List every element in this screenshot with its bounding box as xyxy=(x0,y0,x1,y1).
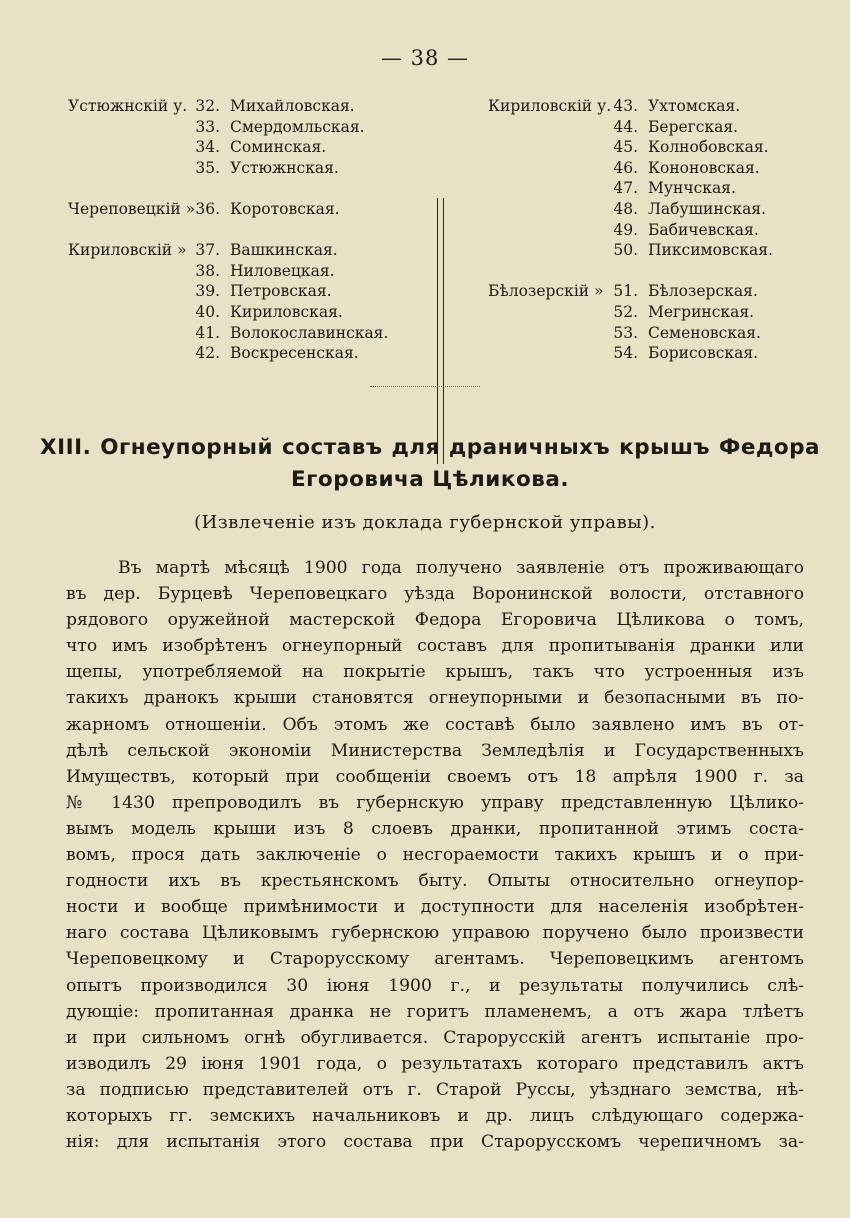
volost-number: 37. xyxy=(195,241,220,260)
volost-name: Михайловская. xyxy=(230,97,355,115)
volost-row xyxy=(0,158,850,179)
volost-number: 41. xyxy=(195,323,220,342)
volost-name: Колнобовская. xyxy=(648,138,769,157)
volost-table xyxy=(0,96,850,376)
volost-name: Коротовская. xyxy=(230,200,340,218)
body-line: годности ихъ въ крестьянскомъ быту. Опыты относительно огнеупор- xyxy=(66,871,804,892)
volost-row xyxy=(0,261,850,282)
body-line: въ дер. Бурцевѣ Череповецкаго уѣзда Воронинской волости, отставного xyxy=(66,584,804,605)
volost-row xyxy=(0,220,850,241)
body-line: жарномъ отношеніи. Объ этомъ же составѣ было заявлено имъ въ от- xyxy=(66,714,804,735)
district-name: Устюжнскій у. xyxy=(68,97,188,115)
body-line: такихъ дранокъ крыши становятся огнеупорными и безопасными въ по- xyxy=(66,688,804,709)
volost-row xyxy=(0,240,850,261)
heading-line-2: Егоровича Цѣликова. xyxy=(291,467,569,492)
volost-row xyxy=(0,323,850,344)
volost-name: Пиксимовская. xyxy=(648,241,773,260)
district-name: Кириловскій » xyxy=(68,241,187,260)
volost-number: 39. xyxy=(195,282,220,301)
volost-name: Соминская. xyxy=(230,138,327,157)
volost-number: 45. xyxy=(613,138,638,157)
body-line: ности и вообще примѣнимости и доступности для населенія изобрѣтен- xyxy=(66,897,804,918)
body-line: наго состава Цѣликовымъ губернскою управою поручено было произвести xyxy=(66,923,804,944)
volost-number: 47. xyxy=(613,179,638,198)
volost-number: 36. xyxy=(195,200,220,218)
volost-name: Волокославинская. xyxy=(230,323,389,342)
volost-number: 44. xyxy=(613,117,638,136)
volost-number: 34. xyxy=(195,138,220,157)
volost-number: 38. xyxy=(195,261,220,280)
volost-row xyxy=(0,117,850,138)
body-line: Череповецкому и Старорусскому агентамъ. Череповецкимъ агентомъ xyxy=(66,949,804,970)
volost-row xyxy=(0,178,850,199)
body-line: вомъ, прося дать заключеніе о несгораемости такихъ крышъ и о при- xyxy=(66,845,804,866)
body-line: которыхъ гг. земскихъ начальниковъ и др. лицъ слѣдующаго содержа- xyxy=(66,1105,804,1126)
volost-name: Ниловецкая. xyxy=(230,261,335,280)
volost-row xyxy=(0,96,850,117)
volost-name: Борисовская. xyxy=(648,344,759,363)
body-line: нія: для испытанія этого состава при Старорусскомъ черепичномъ за- xyxy=(66,1132,804,1153)
volost-row xyxy=(0,281,850,302)
body-text xyxy=(66,555,804,1155)
page-number: — 38 — xyxy=(380,46,470,70)
volost-name: Вашкинская. xyxy=(230,241,338,260)
volost-row xyxy=(0,343,850,364)
body-line: дующіе: пропитанная дранка не горитъ пламенемъ, а отъ жара тлѣетъ xyxy=(66,1001,804,1022)
volost-name: Лабушинская. xyxy=(648,200,767,218)
volost-name: Воскресенская. xyxy=(230,344,359,363)
volost-number: 51. xyxy=(613,282,638,301)
volost-number: 42. xyxy=(195,344,220,363)
volost-number: 46. xyxy=(613,158,638,177)
district-name: Бѣлозерскій » xyxy=(488,282,604,301)
subheading: (Извлеченіе изъ доклада губернской управы). xyxy=(194,512,656,533)
body-line: что имъ изобрѣтенъ огнеупорный составъ для пропитыванія дранки или xyxy=(66,636,804,657)
volost-name: Берегская. xyxy=(648,117,739,136)
body-line: вымъ модель крыши изъ 8 слоевъ дранки, пропитанной этимъ соста- xyxy=(66,818,804,839)
volost-name: Бѣлозерская. xyxy=(648,282,758,301)
volost-name: Кириловская. xyxy=(230,303,343,321)
volost-row xyxy=(0,137,850,158)
body-line: Въ мартѣ мѣсяцѣ 1900 года получено заявленіе отъ проживающаго xyxy=(118,558,804,578)
volost-row xyxy=(0,199,850,220)
volost-name: Устюжнская. xyxy=(230,158,339,177)
volost-name: Петровская. xyxy=(230,282,332,301)
volost-number: 49. xyxy=(613,220,638,239)
body-line: и при сильномъ огнѣ обугливается. Старорусскій агентъ испытаніе про- xyxy=(66,1027,804,1048)
volost-name: Мегринская. xyxy=(648,303,755,321)
volost-row xyxy=(0,302,850,323)
volost-name: Семеновская. xyxy=(648,323,761,342)
volost-number: 52. xyxy=(613,303,638,321)
volost-number: 35. xyxy=(195,158,220,177)
volost-name: Смердомльская. xyxy=(230,117,365,136)
volost-number: 43. xyxy=(613,97,638,115)
district-name: Кириловскій у. xyxy=(488,97,612,115)
volost-number: 33. xyxy=(195,117,220,136)
body-line: Имуществъ, который при сообщеніи своемъ отъ 18 апрѣля 1900 г. за xyxy=(66,766,804,787)
volost-number: 32. xyxy=(195,97,220,115)
body-line: дѣлѣ сельской экономіи Министерства Земледѣлія и Государственныхъ xyxy=(66,740,804,761)
volost-number: 53. xyxy=(613,323,638,342)
body-line: опытъ производился 30 іюня 1900 г., и результаты получились слѣ- xyxy=(66,975,804,996)
volost-name: Бабичевская. xyxy=(648,220,759,239)
heading-line-1: XIII. Огнеупорный составъ для драничныхъ крышъ Федора xyxy=(40,435,820,460)
body-line: за подписью представителей отъ г. Старой Руссы, уѣзднаго земства, нѣ- xyxy=(66,1079,804,1100)
volost-name: Ухтомская. xyxy=(648,97,741,115)
volost-number: 48. xyxy=(613,200,638,218)
volost-name: Мунчская. xyxy=(648,179,736,198)
volost-name: Кононовская. xyxy=(648,158,760,177)
body-line: рядового оружейной мастерской Федора Егоровича Цѣликова о томъ, xyxy=(66,610,804,631)
volost-number: 54. xyxy=(613,344,638,363)
body-line: щепы, употребляемой на покрытіе крышъ, такъ что устроенныя изъ xyxy=(66,662,804,683)
district-name: Череповецкій » xyxy=(68,200,196,218)
section-separator xyxy=(370,376,480,387)
body-line: № 1430 препроводилъ въ губернскую управу представленную Цѣлико- xyxy=(66,792,804,813)
section-heading xyxy=(40,432,820,496)
volost-number: 40. xyxy=(195,303,220,321)
volost-number: 50. xyxy=(613,241,638,260)
body-line: изводилъ 29 іюня 1901 года, о результатахъ котораго представилъ актъ xyxy=(66,1053,804,1074)
